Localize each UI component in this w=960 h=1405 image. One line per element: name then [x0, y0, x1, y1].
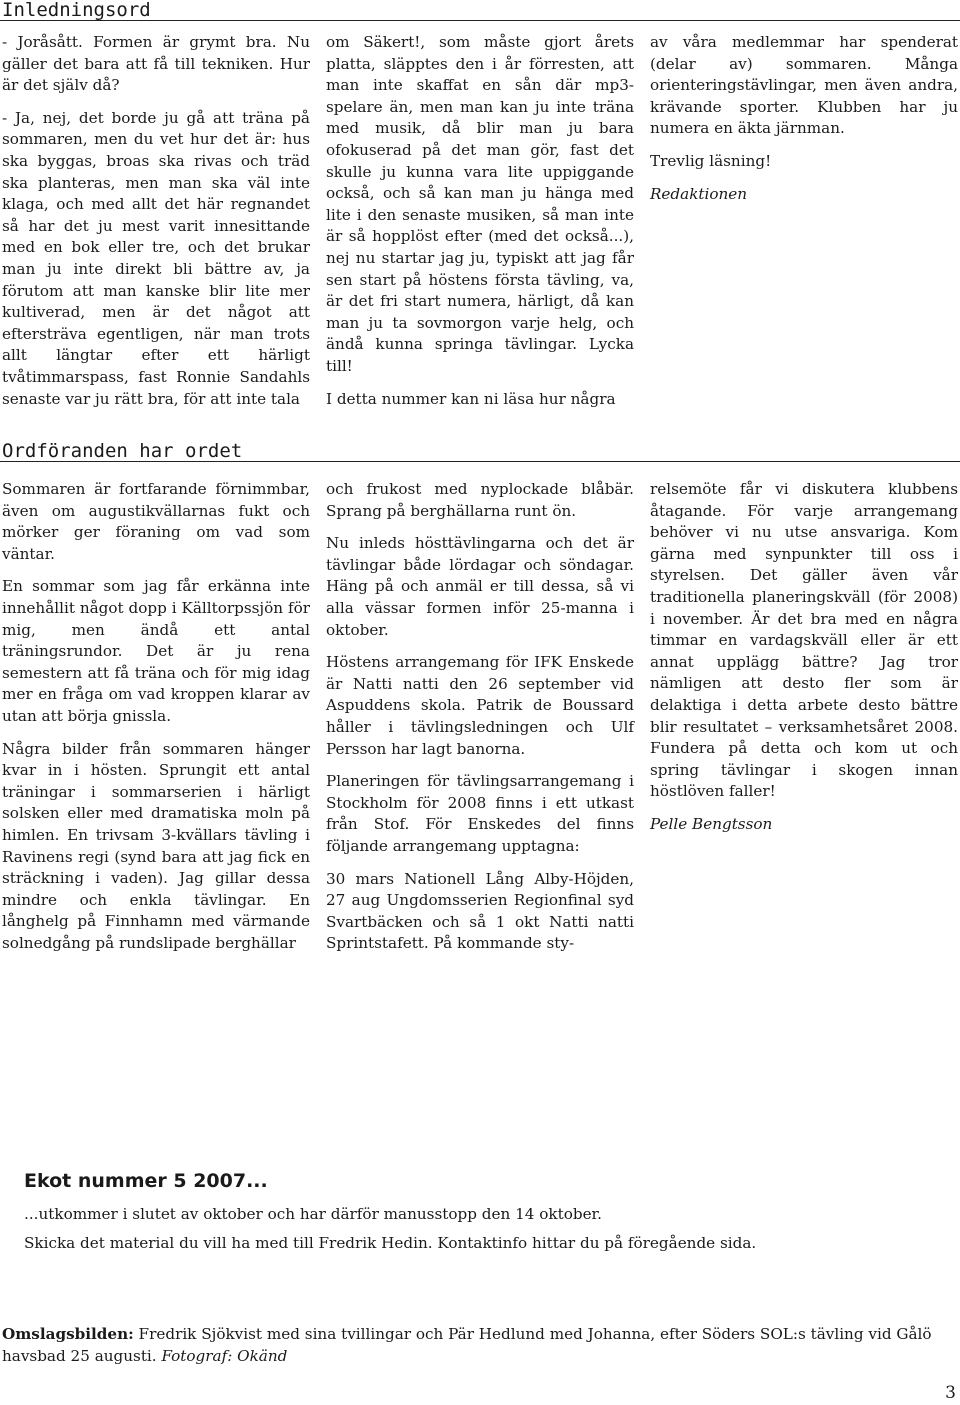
- signature: Pelle Bengtsson: [650, 814, 773, 833]
- ekot-notice: [24, 1170, 924, 1262]
- paragraph: I detta nummer kan ni läsa hur några: [326, 389, 616, 408]
- paragraph: Nu inleds hösttävlingarna och det är tävlingar både lördagar och söndagar. Häng på och anmäl er till dessa, så vi alla vässar formen inför 25-manna i oktober.: [326, 534, 634, 639]
- ordforanden-header: [0, 441, 960, 462]
- inledningsord-header: [0, 0, 960, 21]
- ordforanden-heading: Ordföranden har ordet: [2, 440, 243, 462]
- ekot-deadline: ...utkommer i slutet av oktober och har därför manusstopp den 14 oktober.: [24, 1205, 602, 1223]
- paragraph: av våra medlemmar har spenderat (delar av) sommaren. Många orienteringstävlingar, men även andra, krävande sporter. Klubben har ju numera en äkta järnman.: [650, 33, 958, 138]
- paragraph: 30 mars Nationell Lång Alby-Höjden, 27 aug Ungdomsserien Regionfinal syd Svartbäcken och så 1 okt Natti natti Sprintstafett. På kommande sty-: [326, 869, 634, 953]
- ekot-contact: Skicka det material du vill ha med till Fredrik Hedin. Kontaktinfo hittar du på föregående sida.: [24, 1234, 757, 1252]
- cover-caption-photographer: Fotograf: Okänd: [161, 1347, 288, 1365]
- paragraph: - Joråsått. Formen är grymt bra. Nu gäller det bara att få till tekniken. Hur är det själv då?: [2, 33, 310, 95]
- inledningsord-heading: Inledningsord: [2, 0, 151, 21]
- paragraph: Trevlig läsning!: [650, 151, 772, 170]
- cover-caption-text: Fredrik Sjökvist med sina tvillingar och Pär Hedlund med Johanna, efter Söders SOL:s tävling vid Gålö havsbad 25 augusti.: [2, 1325, 932, 1365]
- inledningsord-column-3: [650, 32, 958, 216]
- cover-caption-label: Omslagsbilden:: [2, 1325, 134, 1343]
- ordforanden-column-3: [650, 479, 958, 847]
- inledningsord-column-1: [2, 32, 310, 410]
- ordforanden-column-2: [326, 479, 634, 955]
- paragraph: och frukost med nyplockade blåbär. Sprang på berghällarna runt ön.: [326, 480, 634, 520]
- paragraph: Planeringen för tävlingsarrangemang i Stockholm för 2008 finns i ett utkast från Stof. För Enskedes del finns följande arrangemang upptagna:: [326, 772, 634, 855]
- ekot-heading: Ekot nummer 5 2007...: [24, 1170, 268, 1192]
- paragraph: En sommar som jag får erkänna inte innehållit något dopp i Källtorpssjön för mig, men ändå ett antal träningsrundor. Det är ju rena semestern att få träna och för mig idag mer en fråga om vad kroppen klarar av utan att börja gnissla.: [2, 577, 310, 725]
- paragraph: Höstens arrangemang för IFK Enskede är Natti natti den 26 september vid Aspuddens skola. Patrik de Boussard håller i tävlingsledningen och Ulf Persson har lagt banorna.: [326, 653, 634, 758]
- paragraph: om Säkert!, som måste gjort årets platta, släpptes den i år förresten, att man inte skaffat en sån där mp3-spelare än, men man kan ju inte träna med musik, då blir man ju bara ofokuserad på det man gör, fast det skulle ju kunna vara lite uppiggande också, och så kan man ju hänga med lite i den senaste musiken, så man inte är så hopplöst efter (med det också...), nej nu startar jag ju, typiskt att jag får sen start på höstens första tävling, va, är det fri start numera, härligt, då kan man ju ta sovmorgon varje helg, och ändå kunna springa tävlingar. Lycka till!: [326, 33, 634, 375]
- page-number: 3: [945, 1383, 956, 1403]
- signature: Redaktionen: [650, 184, 748, 203]
- paragraph: - Ja, nej, det borde ju gå att träna på sommaren, men du vet hur det är: hus ska byggas, broas ska rivas och träd ska planteras, men man ska väl inte klaga, och med allt det här regnandet så har det ju mest varit innesittande med en bok eller tre, och det brukar man ju inte direkt bli bättre av, ja förutom att man kanske blir lite mer kultiverad, men är det något att eftersträva egentligen, när man trots allt längtar efter ett härligt tvåtimmarspass, fast Ronnie Sandahls senaste var ju rätt bra, för att inte tala: [2, 108, 310, 408]
- paragraph: relsemöte får vi diskutera klubbens åtagande. För varje arrangemang behöver vi nu utse ansvariga. Kom gärna med synpunkter till oss i styrelsen. Det gäller även vår traditionella planeringskväll (för 2008) i november. Är det bra med en några timmar en vardagskväll eller är ett annat upplägg bättre? Jag tror nämligen att desto fler som är delaktiga i detta arbete desto bättre blir resultatet – verksamhetsåret 2008. Fundera på detta och kom ut och spring tävlingar i skogen innan höstlöven faller!: [650, 480, 958, 801]
- paragraph: Sommaren är fortfarande förnimmbar, även om augustikvällarnas fukt och mörker ger föraning om vad som väntar.: [2, 480, 310, 563]
- ordforanden-column-1: [2, 479, 310, 954]
- paragraph: Några bilder från sommaren hänger kvar in i hösten. Sprungit ett antal träningar i sommarserien i härligt solsken eller med dramatiska moln på himlen. En trivsam 3-kvällars tävling i Ravinens regi (synd bara att jag fick en sträckning i vaden). Jag gillar dessa mindre och enkla tävlingar. En långhelg på Finnhamn med värmande solnedgång på rundslipade berghällar: [2, 739, 310, 952]
- cover-caption: [2, 1323, 956, 1367]
- inledningsord-column-2: [326, 32, 634, 410]
